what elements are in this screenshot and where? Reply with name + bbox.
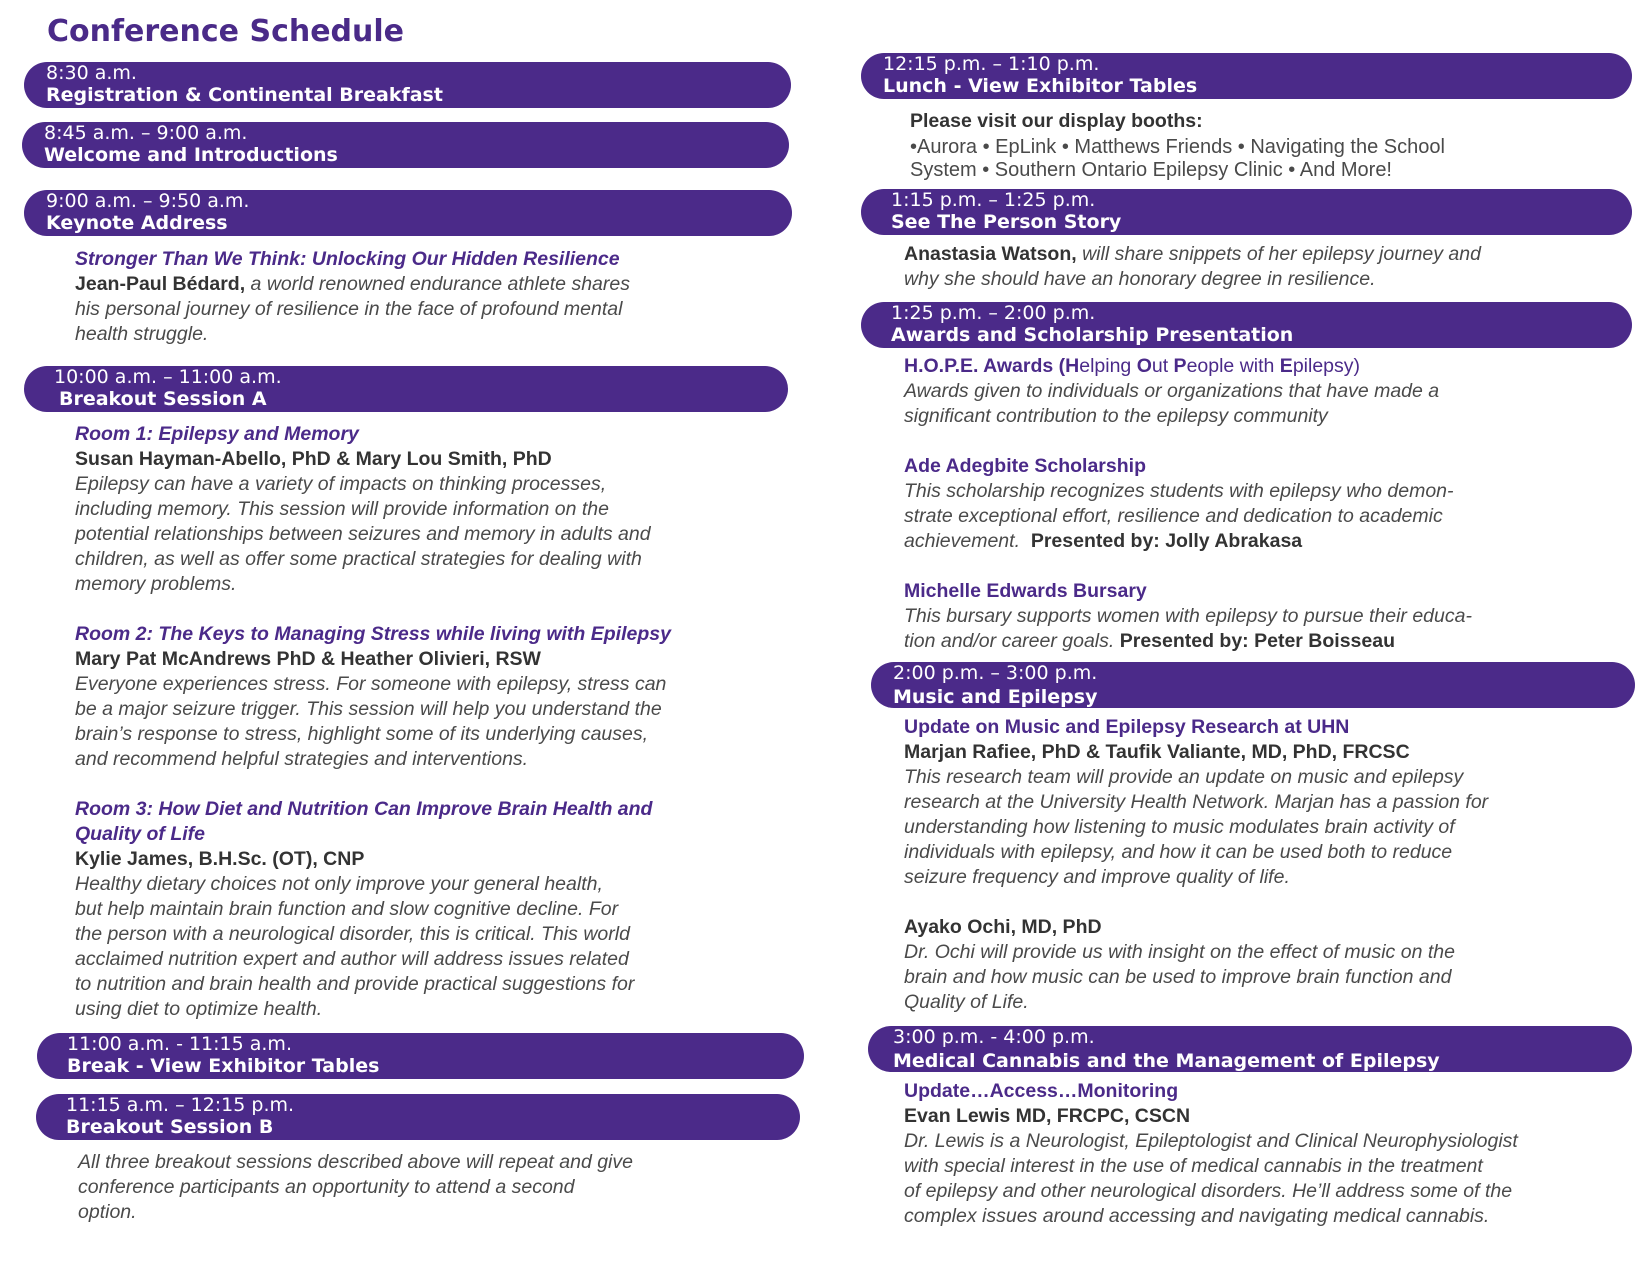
ochi-desc-line: brain and how music can be used to improve brain function and [904,966,1452,988]
time-label: 11:15 a.m. – 12:15 p.m. [66,1094,295,1116]
room-2-desc-line: be a major seizure trigger. This session will help you understand the [75,698,662,720]
session-heading: Breakout Session A [59,388,267,410]
schedule-bar-person-story [861,189,1632,235]
keynote-desc-line: Jean-Paul Bédard, a world renowned endurance athlete shares [75,273,630,295]
room-1-speakers: Susan Hayman-Abello, PhD & Mary Lou Smith, PhD [75,448,552,470]
time-label: 11:00 a.m. - 11:15 a.m. [67,1033,292,1055]
ade-scholarship-desc-line: achievement. Presented by: Jolly Abrakasa [904,530,1303,552]
music-update-desc-line: understanding how listening to music modulates brain activity of [904,816,1455,838]
keynote-desc-line: health struggle. [75,323,209,345]
cannabis-desc-line: with special interest in the use of medical cannabis in the treatment [904,1155,1483,1177]
schedule-bar-lunch [861,53,1632,99]
music-update-desc-line: research at the University Health Network. Marjan has a passion for [904,791,1489,813]
keynote-title: Stronger Than We Think: Unlocking Our Hidden Resilience [75,248,620,270]
cannabis-subtitle: Update…Access…Monitoring [904,1080,1179,1102]
room-1-desc-line: memory problems. [75,573,237,595]
breakout-b-desc-line: All three breakout sessions described above will repeat and give [78,1151,633,1173]
page-title: Conference Schedule [47,14,405,49]
person-story-line: why she should have an honorary degree in resilience. [904,268,1376,290]
session-heading: Medical Cannabis and the Management of Epilepsy [893,1050,1440,1072]
booths-intro: Please visit our display booths: [910,110,1203,132]
schedule-bar-welcome [22,122,789,168]
cannabis-desc-line: complex issues around accessing and navigating medical cannabis. [904,1205,1490,1227]
session-heading: Awards and Scholarship Presentation [891,324,1294,346]
breakout-b-details [78,1150,778,1225]
cannabis-details [904,1079,1634,1229]
hope-awards-desc-line: significant contribution to the epilepsy community [904,405,1328,427]
session-heading: Registration & Continental Breakfast [46,84,443,106]
time-label: 1:15 p.m. – 1:25 p.m. [891,189,1096,211]
time-label: 8:30 a.m. [46,62,137,84]
booths-list-line: •Aurora • EpLink • Matthews Friends • Navigating the School [910,136,1445,158]
keynote-desc-line: his personal journey of resilience in the face of profound mental [75,298,623,320]
time-label: 2:00 p.m. – 3:00 p.m. [893,662,1098,684]
session-heading: Music and Epilepsy [893,686,1098,708]
time-label: 9:00 a.m. – 9:50 a.m. [46,190,250,212]
room-2-desc-line: and recommend helpful strategies and interventions. [75,748,529,770]
session-heading: Lunch - View Exhibitor Tables [883,75,1198,97]
room-2-title: Room 2: The Keys to Managing Stress while living with Epilepsy [75,623,671,645]
session-heading: Welcome and Introductions [44,144,338,166]
room-3-desc-line: to nutrition and brain health and provide practical suggestions for [75,973,635,995]
time-label: 12:15 p.m. – 1:10 p.m. [883,53,1100,75]
michelle-presenter: Presented by: Peter Boisseau [1119,630,1395,652]
person-story-details [904,242,1624,292]
schedule-bar-break [37,1033,804,1079]
schedule-bar-awards [861,302,1632,348]
ochi-desc-line: Quality of Life. [904,991,1029,1013]
ochi-speaker: Ayako Ochi, MD, PhD [904,916,1102,938]
schedule-bar-keynote [24,190,792,236]
keynote-speaker: Jean-Paul Bédard, [75,273,246,295]
michelle-bursary-title: Michelle Edwards Bursary [904,580,1147,602]
music-update-speakers: Marjan Rafiee, PhD & Taufik Valiante, MD, PhD, FRCSC [904,741,1410,763]
room-1-desc-line: Epilepsy can have a variety of impacts on thinking processes, [75,473,607,495]
room-3-title: Quality of Life [75,823,206,845]
music-update-desc-line: This research team will provide an update on music and epilepsy [904,766,1464,788]
time-label: 10:00 a.m. – 11:00 a.m. [54,366,282,388]
room-1-desc-line: children, as well as offer some practical strategies for dealing with [75,548,642,570]
room-1-desc-line: including memory. This session will provide information on the [75,498,609,520]
ade-scholarship-desc-line: This scholarship recognizes students with epilepsy who demon- [904,480,1454,502]
ade-scholarship-title: Ade Adegbite Scholarship [904,455,1146,477]
hope-awards-title: H.O.P.E. Awards (Helping Out People with Epilepsy) [904,355,1361,377]
session-heading: Breakout Session B [66,1116,274,1138]
ade-presenter: Presented by: Jolly Abrakasa [1030,530,1303,552]
michelle-bursary-desc-line: This bursary supports women with epilepsy to pursue their educa- [904,605,1472,627]
time-label: 8:45 a.m. – 9:00 a.m. [44,122,248,144]
room-2-speakers: Mary Pat McAndrews PhD & Heather Olivieri, RSW [75,648,541,670]
schedule-bar-breakout-a [24,366,788,412]
room-3-desc-line: acclaimed nutrition expert and author will address issues related [75,948,629,970]
schedule-bar-registration [24,62,791,108]
person-story-line: Anastasia Watson, will share snippets of her epilepsy journey and [904,243,1481,265]
session-heading: See The Person Story [891,211,1122,233]
awards-details [904,354,1624,654]
session-heading: Keynote Address [46,212,228,234]
cannabis-desc-line: Dr. Lewis is a Neurologist, Epileptologist and Clinical Neurophysiologist [904,1130,1518,1152]
time-label: 3:00 p.m. - 4:00 p.m. [893,1026,1095,1048]
cannabis-speaker: Evan Lewis MD, FRCPC, CSCN [904,1105,1191,1127]
music-details [904,715,1634,1015]
cannabis-desc-line: of epilepsy and other neurological disorders. He’ll address some of the [904,1180,1513,1202]
room-2-desc-line: Everyone experiences stress. For someone with epilepsy, stress can [75,673,667,695]
music-update-title: Update on Music and Epilepsy Research at UHN [904,716,1350,738]
booths-list-line: System • Southern Ontario Epilepsy Clinic • And More! [910,159,1392,181]
schedule-bar-cannabis [868,1026,1632,1072]
room-3-title: Room 3: How Diet and Nutrition Can Improve Brain Health and [75,798,653,820]
breakout-b-desc-line: conference participants an opportunity to attend a second [78,1176,575,1198]
music-update-desc-line: seizure frequency and improve quality of life. [904,866,1290,888]
ade-scholarship-desc-line: strate exceptional effort, resilience and dedication to academic [904,505,1443,527]
lunch-details [910,106,1630,182]
schedule-bar-breakout-b [36,1094,800,1140]
keynote-details [75,247,775,347]
room-3-desc-line: the person with a neurological disorder, this is critical. This world [75,923,630,945]
ochi-desc-line: Dr. Ochi will provide us with insight on the effect of music on the [904,941,1455,963]
breakout-b-desc-line: option. [78,1201,137,1223]
time-label: 1:25 p.m. – 2:00 p.m. [891,302,1096,324]
room-3-desc-line: Healthy dietary choices not only improve your general health, [75,873,603,895]
michelle-bursary-desc-line: tion and/or career goals. Presented by: Peter Boisseau [904,630,1395,652]
room-1-desc-line: potential relationships between seizures and memory in adults and [75,523,651,545]
room-1-title: Room 1: Epilepsy and Memory [75,423,359,445]
person-story-speaker: Anastasia Watson, [904,243,1077,265]
music-update-desc-line: individuals with epilepsy, and how it can be used both to reduce [904,841,1453,863]
room-2-desc-line: brain’s response to stress, highlight some of its underlying causes, [75,723,649,745]
room-3-speakers: Kylie James, B.H.Sc. (OT), CNP [75,848,365,870]
schedule-bar-music [871,662,1635,708]
hope-awards-desc-line: Awards given to individuals or organizations that have made a [904,380,1440,402]
room-3-desc-line: using diet to optimize health. [75,998,323,1020]
breakout-a-details [75,422,795,1022]
session-heading: Break - View Exhibitor Tables [67,1055,380,1077]
room-3-desc-line: but help maintain brain function and slow cognitive decline. For [75,898,619,920]
